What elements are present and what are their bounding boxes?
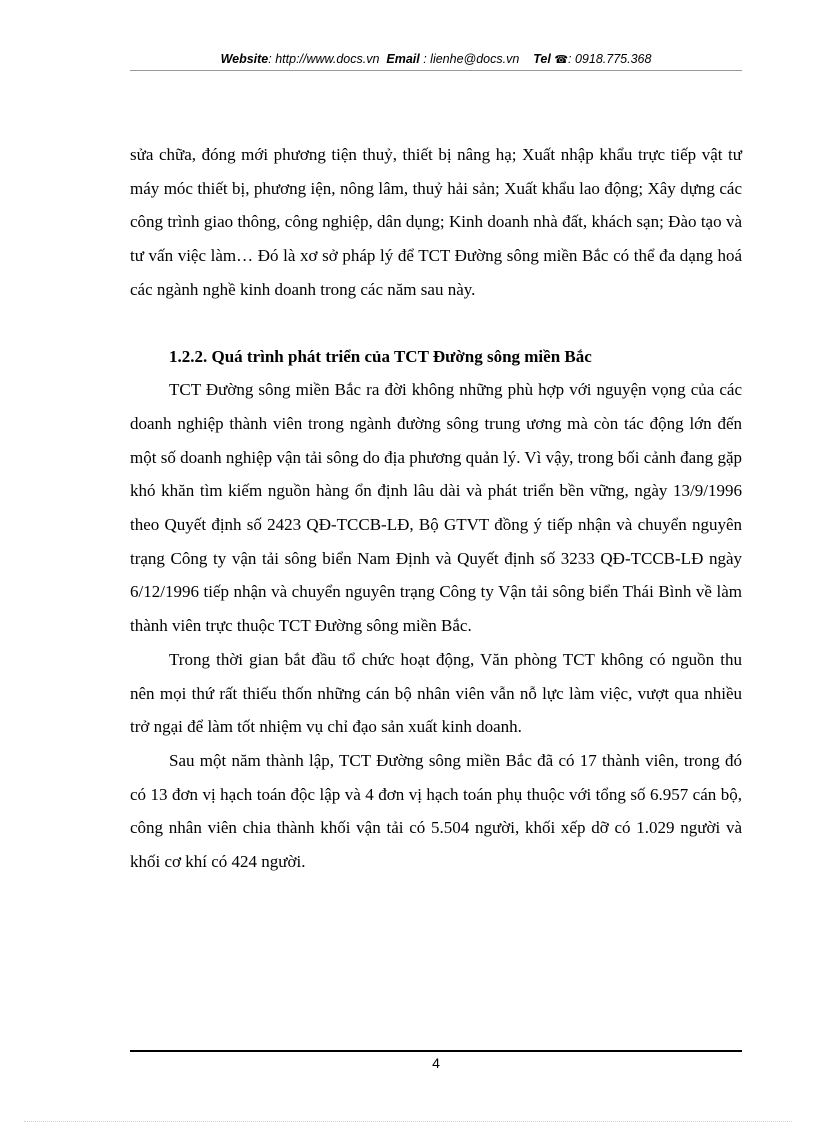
tel-label: Tel (533, 52, 551, 66)
header-divider (130, 70, 742, 71)
telephone-icon: ☎ (554, 54, 569, 66)
section-heading: 1.2.2. Quá trình phát triển của TCT Đường sông miền Bắc (169, 346, 592, 366)
footer-divider (130, 1050, 742, 1052)
email-address[interactable]: lienhe@docs.vn (430, 52, 520, 66)
paragraph-3: Trong thời gian bắt đầu tổ chức hoạt động, Văn phòng TCT không có nguồn thu nên mọi thứ rất thiếu thốn những cán bộ nhân viên vẫn nỗ lực làm việc, vượt qua nhiều trở ngại để làm tốt nhiệm vụ chỉ đạo sản xuất kinh doanh. (130, 649, 742, 737)
website-url[interactable]: http://www.docs.vn (275, 52, 380, 66)
tel-number: : 0918.775.368 (568, 52, 652, 66)
page-edge (24, 1121, 792, 1122)
website-label: Website (220, 52, 269, 66)
page-header (130, 50, 742, 69)
website-separator: : (268, 52, 276, 66)
paragraph-1: sửa chữa, đóng mới phương tiện thuỷ, thiết bị nâng hạ; Xuất nhập khẩu trực tiếp vật tư máy móc thiết bị, phương iện, nông lâm, thuỷ hải sản; Xuất khẩu lao động; Xây dựng các công trình giao thông, công nghiệp, dân dụng; Kinh doanh nhà đất, khách sạn; Đào tạo và tư vấn việc làm… Đó là xơ sở pháp lý để TCT Đường sông miền Bắc có thể đa dạng hoá các ngành nghề kinh doanh trong các năm sau này. (130, 145, 742, 299)
email-separator: : (419, 52, 431, 66)
paragraph-4: Sau một năm thành lập, TCT Đường sông miền Bắc đã có 17 thành viên, trong đó có 13 đơn vị hạch toán độc lập và 4 đơn vị hạch toán phụ thuộc với tổng số 6.957 cán bộ, công nhân viên chia thành khối vận tải có 5.504 người, khối xếp dỡ có 1.029 người và khối cơ khí có 424 người. (130, 750, 742, 872)
paragraph-2: TCT Đường sông miền Bắc ra đời không những phù hợp với nguyện vọng của các doanh nghiệp thành viên trong ngành đường sông trung ương mà còn tác động lớn đến một số doanh nghiệp vận tải sông do địa phương quản lý. Vì vậy, trong bối cảnh đang gặp khó khăn tìm kiếm nguồn hàng ổn định lâu dài và phát triển bền vững, ngày 13/9/1996 theo Quyết định số 2423 QĐ-TCCB-LĐ, Bộ GTVT đồng ý tiếp nhận và chuyển nguyên trạng Công ty vận tải sông biển Nam Định và Quyết định số 3233 QĐ-TCCB-LĐ ngày 6/12/1996 tiếp nhận và chuyển nguyên trạng Công ty Vận tải sông biển Thái Bình về làm thành viên trực thuộc TCT Đường sông miền Bắc. (130, 380, 742, 636)
document-body (130, 138, 742, 879)
email-label: Email (386, 52, 420, 66)
page-number: 4 (432, 1055, 440, 1071)
